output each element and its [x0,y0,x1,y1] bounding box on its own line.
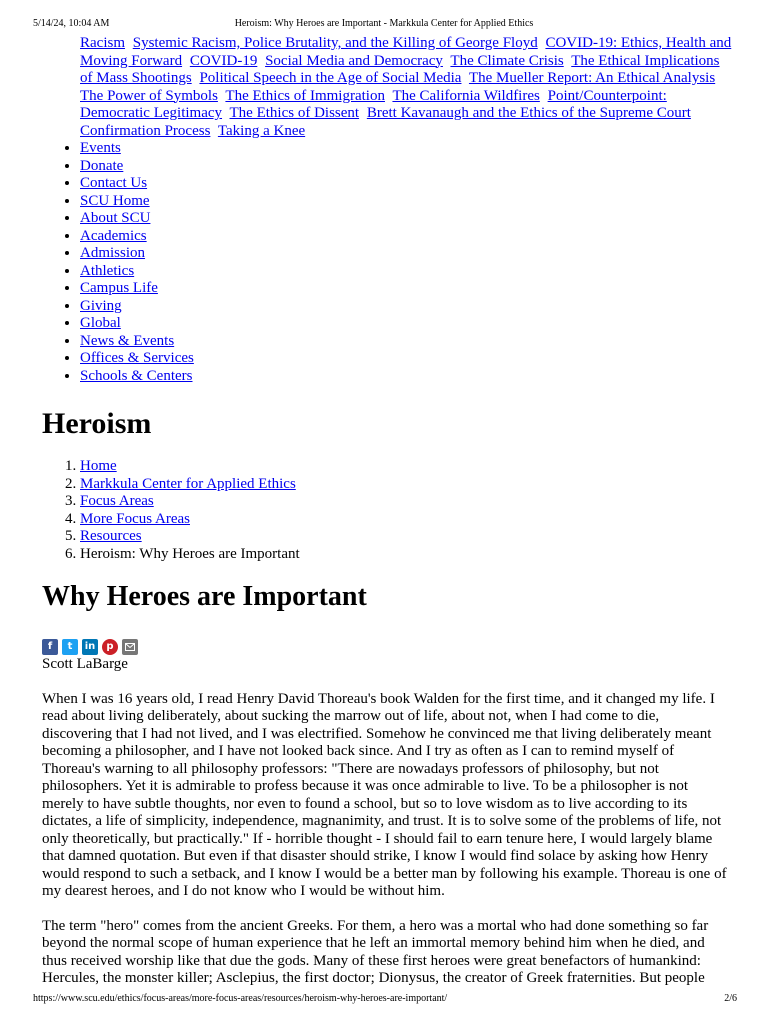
resource-link[interactable]: The Ethics of Dissent [229,105,360,121]
nav-link-scu-home[interactable]: SCU Home [80,192,150,209]
page-title: Heroism [42,407,152,440]
breadcrumb-link-more-focus-areas[interactable]: More Focus Areas [80,510,190,527]
nav-link-contact-us[interactable]: Contact Us [80,175,148,191]
nav-item [80,245,732,263]
breadcrumb-item [80,458,732,476]
twitter-icon[interactable]: t [62,639,78,655]
nav-item [80,315,732,333]
nav-item [80,158,732,176]
resource-link[interactable]: The Mueller Report: An Ethical Analysis [468,70,716,86]
breadcrumb-item [80,546,732,564]
site-nav-list [42,140,732,385]
nav-link-news-events[interactable]: News & Events [80,332,175,349]
pinterest-icon[interactable]: p [102,639,118,655]
breadcrumb-item [80,511,732,529]
nav-link-campus-life[interactable]: Campus Life [80,280,158,296]
nav-item [80,350,732,368]
nav-link-global[interactable]: Global [80,315,121,331]
author-name: Scott LaBarge [42,656,128,672]
breadcrumb-link-markkula[interactable]: Markkula Center for Applied Ethics [80,475,296,492]
resource-link[interactable]: The Climate Crisis [450,52,564,69]
article-paragraph: The term "hero" comes from the ancient Greeks. For them, a hero was a mortal who had done something so far beyond the normal scope of human experience that he left an immortal memory behind him when he died, and thus received worship like that due the gods. Many of these first heroes were great benefactors of humankind: Hercules, the monster killer; Asclepius, the first doctor; Dionysus, the creator of Greek fraternities. But people [42,917,709,986]
breadcrumb-link-focus-areas[interactable]: Focus Areas [80,493,154,509]
breadcrumb [42,458,732,563]
main-content [42,35,732,988]
article-title: Why Heroes are Important [42,581,367,612]
resource-link[interactable]: Social Media and Democracy [265,52,443,69]
resource-link[interactable]: Systemic Racism, Police Brutality, and the Killing of George Floyd [132,35,538,51]
nav-item [80,280,732,298]
resource-link[interactable]: COVID-19 [189,52,258,69]
nav-item [80,298,732,316]
nav-item [80,368,732,386]
nav-link-admission[interactable]: Admission [80,245,146,261]
article-paragraph: When I was 16 years old, I read Henry David Thoreau's book Walden for the first time, and it changed my life. I read about living deliberately, about sucking the marrow out of life, about not, when I had come to die, discovering that I had not lived, and I was electrified. Somehow he convinced me that living deliberately meant becoming a philosopher, and I have not looked back since. And I try as often as I can to remind myself of Thoreau's warning to all philosophy professors: "There are nowadays professors of philosophy, but not philosophers. Yet it is admirable to profess because it was once admirable to live. To be a philosopher is not merely to have subtle thoughts, nor even to found a school, but so to love wisdom as to live according to its dictates, a life of simplicity, independence, magnanimity, and trust. It is to solve some of the problems of life, not only theoretically, but practically." If - horrible thought - I should fail to earn tenure here, I would largely blame that damned quotation. But even if that disaster should strike, I know I would find solace by asking how Henry would respond to such a setback, and I know I would be a better man by following his example. Thoreau is one of my dearest heroes, and I do not know who I would be without him. [42,690,727,899]
resource-link[interactable]: Taking a Knee [217,122,306,139]
print-header [0,17,768,31]
nav-link-schools-centers[interactable]: Schools & Centers [80,367,193,384]
envelope-glyph [125,643,135,651]
nav-link-academics[interactable]: Academics [80,227,147,244]
linkedin-icon[interactable]: in [82,639,98,655]
resource-link[interactable]: Political Speech in the Age of Social Media [199,70,462,86]
nav-link-offices-services[interactable]: Offices & Services [80,350,194,366]
nav-item [80,193,732,211]
resource-link[interactable]: The Power of Symbols [80,87,218,104]
resource-links [80,35,732,140]
breadcrumb-current: Heroism: Why Heroes are Important [80,545,300,562]
resource-link[interactable]: Brett Kavanaugh and the Ethics of the Supreme Court Confirmation Process [80,105,691,139]
nav-link-donate[interactable]: Donate [80,157,124,174]
breadcrumb-link-home[interactable]: Home [80,458,117,474]
breadcrumb-link-resources[interactable]: Resources [80,528,142,544]
print-url: https://www.scu.edu/ethics/focus-areas/more-focus-areas/resources/heroism-why-heroes-are-important/ [33,993,448,1004]
nav-item [80,140,732,158]
breadcrumb-item [80,476,732,494]
resource-link[interactable]: Point/Counterpoint: Democratic Legitimacy [80,87,667,121]
print-footer [0,992,768,1006]
resource-link[interactable]: Racism [80,35,125,51]
email-icon[interactable] [122,639,138,655]
nav-item [80,175,732,193]
nav-item [80,228,732,246]
facebook-icon[interactable]: f [42,639,58,655]
resource-link[interactable]: The Ethical Implications of Mass Shootings [80,52,720,86]
nav-item [80,263,732,281]
nav-link-events[interactable]: Events [80,140,121,156]
print-page-title: Heroism: Why Heroes are Important - Markkula Center for Applied Ethics [234,18,534,29]
nav-link-athletics[interactable]: Athletics [80,262,135,279]
print-page-number: 2/6 [724,993,737,1004]
nav-link-about-scu[interactable]: About SCU [80,210,151,226]
nav-item [80,210,732,228]
breadcrumb-item [80,493,732,511]
resource-link[interactable]: The Ethics of Immigration [225,87,385,104]
share-bar [42,639,732,655]
print-timestamp: 5/14/24, 10:04 AM [33,18,110,29]
nav-link-giving[interactable]: Giving [80,297,122,314]
nav-item [80,333,732,351]
resource-link[interactable]: COVID-19: Ethics, Health and Moving Forward [80,35,732,69]
resource-link[interactable]: The California Wildfires [392,87,540,104]
breadcrumb-item [80,528,732,546]
